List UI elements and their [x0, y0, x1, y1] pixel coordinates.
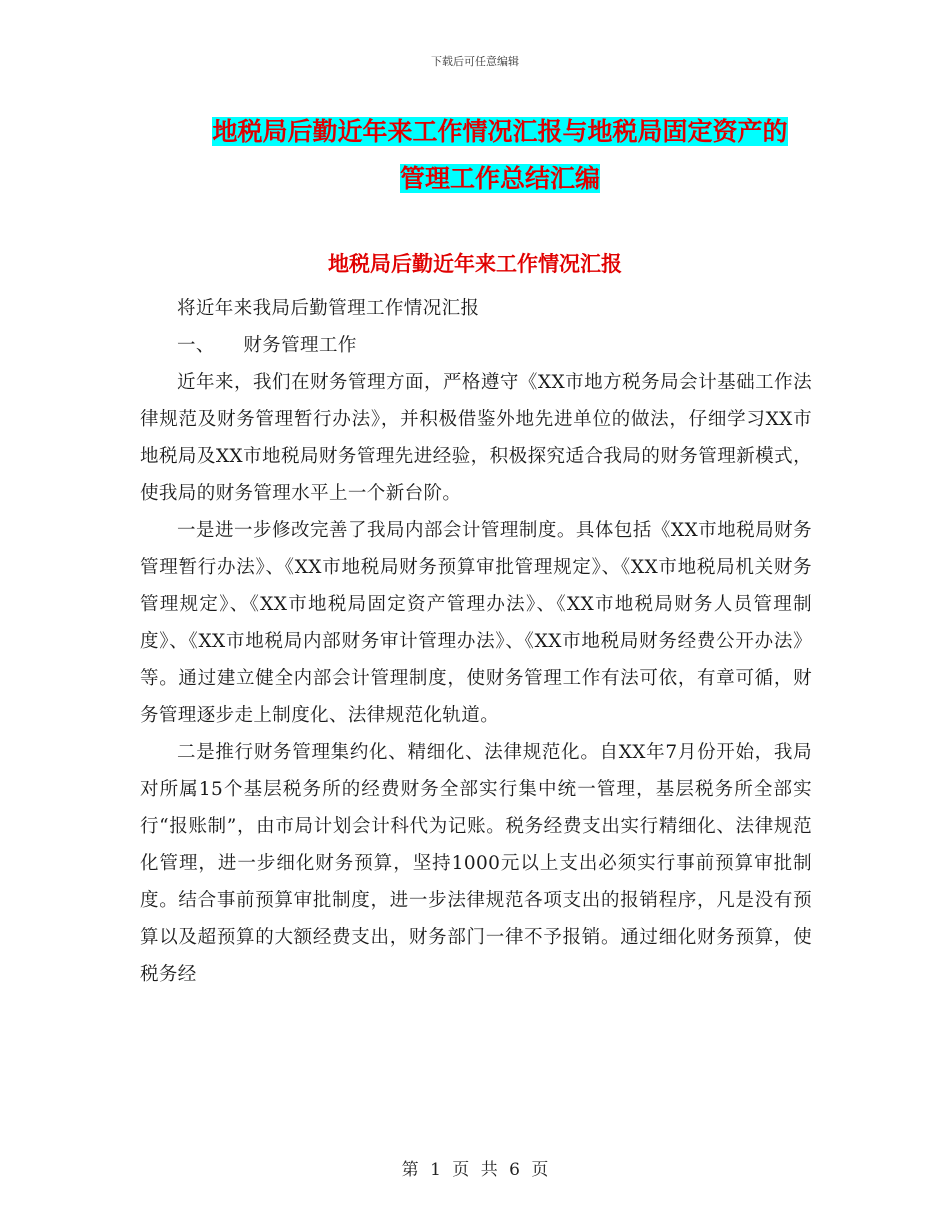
section-title: 地税局后勤近年来工作情况汇报: [328, 252, 622, 276]
paragraph: 将近年来我局后勤管理工作情况汇报: [177, 298, 480, 319]
document-title-line-1: 地税局后勤近年来工作情况汇报与地税局固定资产的: [212, 117, 788, 146]
document-title-line-2: 管理工作总结汇编: [399, 164, 600, 193]
header-note: 下载后可任意编辑: [431, 55, 519, 68]
paragraph: 近年来，我们在财务管理方面，严格遵守《XX市地方税务局会计基础工作法律规范及财务管理暂行办法》，并积极借鉴外地先进单位的做法，仔细学习XX市地税局及XX市地税局财务管理先进经验，积极探究适合我局的财务管理新模式，使我局的财务管理水平上一个新台阶。: [140, 372, 812, 504]
paragraph: 一是进一步修改完善了我局内部会计管理制度。具体包括《XX市地税局财务管理暂行办法》、《XX市地税局财务预算审批管理规定》、《XX市地税局机关财务管理规定》、《XX市地税局固定资产管理办法》、《XX市地税局财务人员管理制度》、《XX市地税局内部财务审计管理办法》、《XX市地税局财务经费公开办法》等。通过建立健全内部会计管理制度，使财务管理工作有法可依，有章可循，财务管理逐步走上制度化、法律规范化轨道。: [140, 520, 812, 726]
page-footer: 第 1 页 共 6 页: [401, 1160, 549, 1180]
paragraph: 二是推行财务管理集约化、精细化、法律规范化。自XX年7月份开始，我局对所属15个基层税务所的经费财务全部实行集中统一管理，基层税务所全部实行“报账制”，由市局计划会计科代为记账。税务经费支出实行精细化、法律规范化管理，进一步细化财务预算，坚持1000元以上支出必须实行事前预算审批制度。结合事前预算审批制度，进一步法律规范各项支出的报销程序，凡是没有预算以及超预算的大额经费支出，财务部门一律不予报销。通过细化财务预算，使税务经: [140, 742, 812, 985]
document-title: [120, 108, 880, 202]
paragraph: 一、 财务管理工作: [177, 335, 357, 356]
body-text: [140, 290, 812, 993]
